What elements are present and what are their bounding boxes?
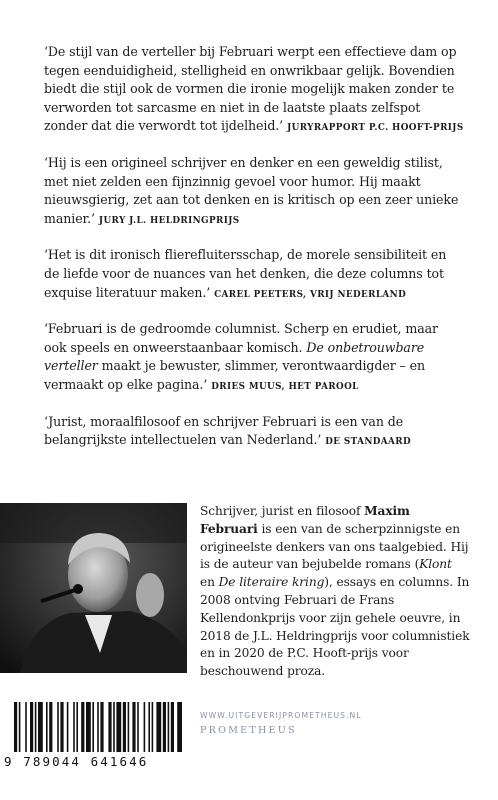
- barcode-bar: [156, 702, 161, 752]
- barcode-bar: [148, 702, 150, 752]
- barcode-bar: [123, 702, 126, 752]
- barcode-bar: [97, 702, 99, 752]
- barcode-bar: [57, 702, 59, 752]
- barcode-bar: [108, 702, 111, 752]
- quote-text: ‘Hij is een origineel schrijver en denker en een geweldig stilist, met niet zelden een fijnzinnig gevoel voor humor. Hij maakt nieuwsgierig, zet aan tot denken en is kritisch op een zeer unieke manier.’: [44, 154, 459, 226]
- quote-text: ‘Februari is de gedroomde columnist. Scherp en erudiet, maar ook speels en onweerstaanbaar komisch.: [44, 321, 438, 355]
- quote-source: CAREL PEETERS, VRIJ NEDERLAND: [214, 289, 407, 300]
- barcode-bar: [100, 702, 103, 752]
- isbn-number: 9 789044 641646: [4, 754, 149, 769]
- bio-text: Schrijver, jurist en filosoof: [200, 504, 365, 518]
- barcode-bar: [171, 702, 174, 752]
- barcode-bar: [113, 702, 115, 752]
- book-title: De onbetrouwbare verteller: [44, 339, 425, 374]
- bio-text: is een van de scherpzinnigste en origineelste denkers van ons taalgebied. Hij is de auteur van bejubelde romans (: [200, 521, 469, 572]
- quote-muus: [44, 320, 464, 396]
- book-title: Klont: [419, 557, 452, 572]
- author-section: [0, 503, 498, 679]
- barcode-bar: [92, 702, 94, 752]
- publisher-url[interactable]: WWW.UITGEVERIJPROMETHEUS.NL: [200, 711, 362, 720]
- barcode-bar: [86, 702, 91, 752]
- quote-text: ‘De stijl van de verteller bij Februari werpt een effectieve dam op tegen eenduidigheid, stelligheid en onwrikbaar gelijk. Bovendien biedt die stijl ook de vormen die ironie mogelijk maken zonder te verworden tot sarcasme en niet in de laatste plaats zelfspot zonder dat die verwordt tot ijdelheid.’: [44, 44, 457, 134]
- quote-text: ‘Jurist, moraalfilosoof en schrijver Februari is een van de belangrijkste intellectuelen van Nederland.’: [44, 413, 404, 448]
- quote-source: JURY J.L. HELDRINGPRIJS: [98, 215, 240, 226]
- quote-source: DRIES MUUS, HET PAROOL: [211, 381, 359, 392]
- barcode-bar: [67, 702, 69, 752]
- quote-peeters: [44, 246, 464, 304]
- quote-text: ‘Het is dit ironisch flierefluitersschap, de morele sensibiliteit en de liefde voor de nuances van het denken, die deze columns tot exquise literatuur maken.’: [44, 247, 447, 300]
- barcode-bar: [177, 702, 182, 752]
- barcode-bar: [116, 702, 121, 752]
- quote-text: maakt je bewuster, slimmer, verontwaardigder – en vermaakt op elke pagina.’: [44, 358, 425, 392]
- barcode-bar: [76, 702, 78, 752]
- barcode-bar: [60, 702, 63, 752]
- barcode-bar: [19, 702, 21, 752]
- barcode-bars: [0, 702, 185, 754]
- barcode-bar: [128, 702, 130, 752]
- barcode-bar: [132, 702, 135, 752]
- quote-source: JURYRAPPORT P.C. HOOFT-PRIJS: [287, 123, 464, 134]
- quote-heldring: [44, 154, 464, 230]
- quote-source: DE STANDAARD: [325, 437, 411, 448]
- barcode-bar: [81, 702, 84, 752]
- publisher-block: [200, 711, 362, 736]
- bio-text: en: [200, 575, 219, 590]
- quote-hooft: [44, 43, 464, 138]
- barcode-bar: [14, 702, 17, 752]
- author-bio: [200, 503, 470, 681]
- isbn-barcode: [0, 702, 185, 772]
- bio-text: ), essays en columns. In 2008 ontving Februari de Frans Kellendonkprijs voor zijn gehele oeuvre, in 2018 de J.L. Heldringprijs voor columnistiek en in 2020 de P.C. Hooft-prijs voor beschouwend proza.: [200, 575, 470, 679]
- barcode-bar: [46, 702, 48, 752]
- author-photo: [0, 503, 187, 673]
- barcode-bar: [25, 702, 27, 752]
- author-name: Maxim Februari: [200, 504, 410, 536]
- barcode-bar: [73, 702, 75, 752]
- quote-standaard: [44, 413, 464, 452]
- barcode-bar: [137, 702, 139, 752]
- barcode-bar: [38, 702, 43, 752]
- book-title: De literaire kring: [218, 575, 325, 590]
- barcode-bar: [30, 702, 33, 752]
- barcode-bar: [163, 702, 166, 752]
- quotes-section: [44, 43, 464, 468]
- barcode-bar: [152, 702, 154, 752]
- publisher-logo: PROMETHEUS: [200, 725, 297, 736]
- barcode-bar: [168, 702, 170, 752]
- barcode-bar: [144, 702, 146, 752]
- barcode-bar: [35, 702, 37, 752]
- barcode-bar: [49, 702, 52, 752]
